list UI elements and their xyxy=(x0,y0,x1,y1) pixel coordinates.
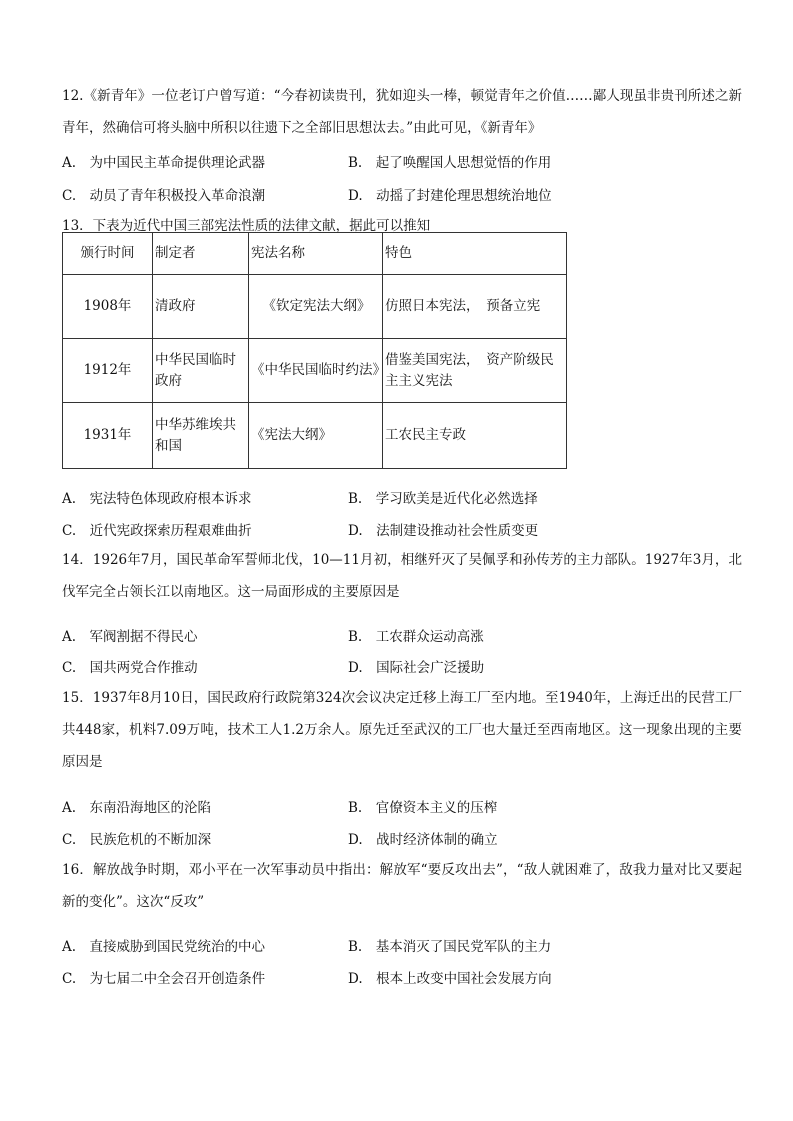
q16-option-d: D. 根本上改变中国社会发展方向 xyxy=(348,971,552,987)
constitution-table xyxy=(62,232,567,469)
table-cell: 清政府 xyxy=(153,275,249,339)
q15-option-b: B. 官僚资本主义的压榨 xyxy=(348,800,498,816)
q15-option-d: D. 战时经济体制的确立 xyxy=(348,832,498,848)
table-cell: 《宪法大纲》 xyxy=(249,403,383,469)
q16-option-c: C. 为七届二中全会召开创造条件 xyxy=(62,971,266,987)
table-cell: 《中华民国临时约法》 xyxy=(249,339,383,403)
table-cell: 1908年 xyxy=(63,275,153,339)
table-cell: 《钦定宪法大纲》 xyxy=(249,275,383,339)
table-row xyxy=(63,275,567,339)
q14-stem: 14．1926年7月，国民革命军誓师北伐，10—11月初，相继歼灭了吴佩孚和孙传芳的主力部队。1927年3月，北伐军完全占领长江以南地区。这一局面形成的主要原因是 xyxy=(62,552,742,600)
q12-option-a: A. 为中国民主革命提供理论武器 xyxy=(62,155,266,171)
q13-stem: 13．下表为近代中国三部宪法性质的法律文献，据此可以推知 xyxy=(62,218,431,234)
table-row xyxy=(63,339,567,403)
table-header: 特色 xyxy=(383,233,567,275)
q16-stem: 16．解放战争时期，邓小平在一次军事动员中指出：解放军“要反攻出去”，“敌人就困难了，敌我力量对比又要起新的变化”。这次“反攻” xyxy=(62,862,742,910)
table-cell: 1912年 xyxy=(63,339,153,403)
table-header: 制定者 xyxy=(153,233,249,275)
q13-option-b: B. 学习欧美是近代化必然选择 xyxy=(348,491,538,507)
q16-option-a: A. 直接威胁到国民党统治的中心 xyxy=(62,939,266,955)
q12-option-d: D. 动摇了封建伦理思想统治地位 xyxy=(348,188,552,204)
q15-stem: 15．1937年8月10日，国民政府行政院第324次会议决定迁移上海工厂至内地。至1940年，上海迁出的民营工厂共448家，机料7.09万吨，技术工人1.2万余人。原先迁至武汉的工厂也大量迁至西南地区。这一现象出现的主要原因是 xyxy=(62,690,742,770)
q14-option-d: D. 国际社会广泛援助 xyxy=(348,660,485,676)
table-cell: 中华民国临时政府 xyxy=(153,339,249,403)
table-cell: 仿照日本宪法， 预备立宪 xyxy=(383,275,567,339)
table-header: 颁行时间 xyxy=(63,233,153,275)
q12-stem: 12.《新青年》一位老订户曾写道：“今春初读贵刊，犹如迎头一棒，顿觉青年之价值……鄙人现虽非贵刊所述之新青年，然确信可将头脑中所积以往遗下之全部旧思想汰去。”由此可见，《新青年》 xyxy=(62,88,742,136)
q16-option-b: B. 基本消灭了国民党军队的主力 xyxy=(348,939,552,955)
table-cell: 1931年 xyxy=(63,403,153,469)
q12-option-b: B. 起了唤醒国人思想觉悟的作用 xyxy=(348,155,552,171)
q13-option-d: D. 法制建设推动社会性质变更 xyxy=(348,523,539,539)
table-header: 宪法名称 xyxy=(249,233,383,275)
q15-option-c: C. 民族危机的不断加深 xyxy=(62,832,212,848)
table-cell: 借鉴美国宪法， 资产阶级民主主义宪法 xyxy=(383,339,567,403)
table-header-row xyxy=(63,233,567,275)
q14-option-c: C. 国共两党合作推动 xyxy=(62,660,198,676)
q15-option-a: A. 东南沿海地区的沦陷 xyxy=(62,800,212,816)
q13-option-c: C. 近代宪政探索历程艰难曲折 xyxy=(62,523,252,539)
table-cell: 中华苏维埃共和国 xyxy=(153,403,249,469)
q13-option-a: A. 宪法特色体现政府根本诉求 xyxy=(62,491,252,507)
table-row xyxy=(63,403,567,469)
q12-option-c: C. 动员了青年积极投入革命浪潮 xyxy=(62,188,266,204)
q14-option-b: B. 工农群众运动高涨 xyxy=(348,629,484,645)
table-cell: 工农民主专政 xyxy=(383,403,567,469)
q14-option-a: A. 军阀割据不得民心 xyxy=(62,629,198,645)
